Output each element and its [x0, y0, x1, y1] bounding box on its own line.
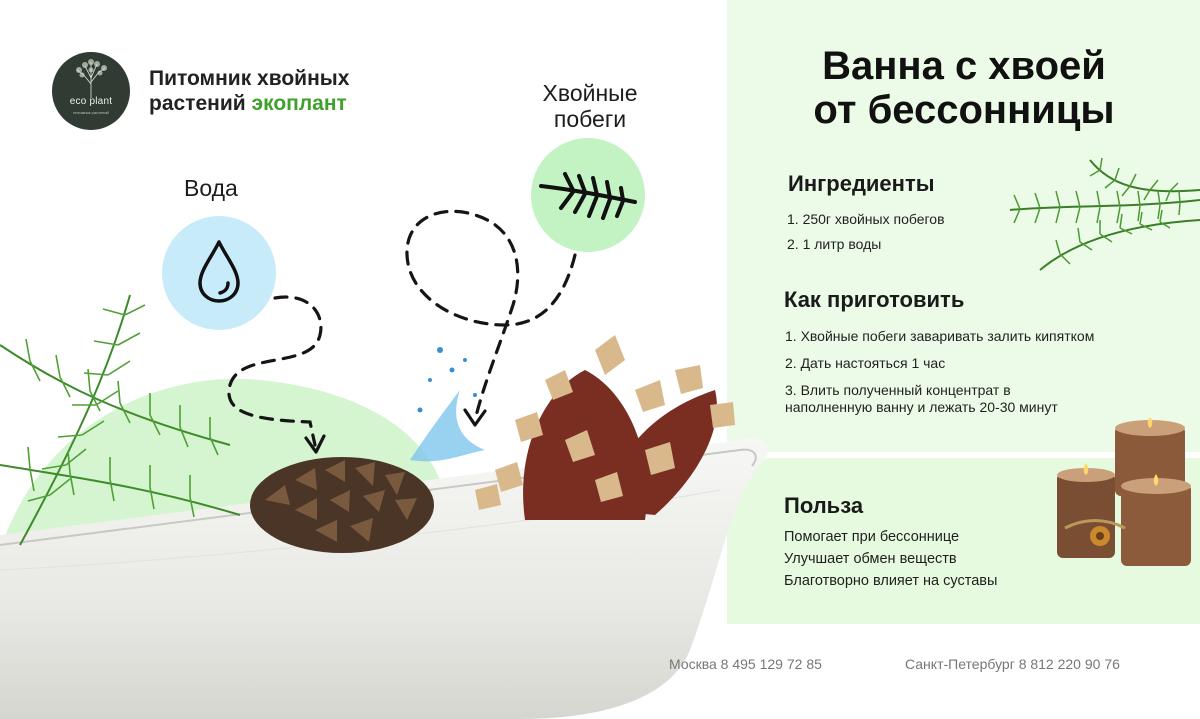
ingredients-heading: Ингредиенты: [788, 171, 935, 196]
list-item: Помогает при бессоннице: [784, 529, 960, 545]
list-item: Улучшает обмен веществ: [784, 551, 957, 567]
footer-moscow-phone: Москва 8 495 129 72 85: [669, 656, 822, 672]
benefits-heading: Польза: [784, 493, 864, 518]
brand-name-accent: экоплант: [251, 92, 347, 115]
candles-image: [1055, 418, 1195, 573]
how-to-heading: Как приготовить: [784, 287, 965, 312]
shoots-label: [520, 80, 660, 132]
list-item: 1. Хвойные побеги заваривать залить кипятком: [785, 328, 1095, 344]
page-title: [744, 44, 1184, 132]
pine-cone-small-image: [245, 450, 440, 560]
page-title-line1: Ванна с хвоей: [822, 44, 1106, 88]
how-to-list: [785, 328, 1094, 426]
benefits-list: [784, 528, 997, 594]
ingredients-list: [787, 211, 945, 261]
list-item: наполненную ванну и лежать 20-30 минут: [785, 399, 1058, 415]
fir-branch-left-image: [0, 285, 250, 565]
list-item: 3. Влить полученный концентрат в: [785, 382, 1011, 398]
logo-text: eco plant: [69, 96, 113, 107]
fir-branch-right-image: [1000, 150, 1200, 275]
shoots-label-line1: Хвойные: [542, 80, 638, 106]
brand-name-line1: Питомник хвойных: [149, 67, 350, 90]
list-item: 2. Дать настояться 1 час: [785, 355, 946, 371]
list-item: Благотворно влияет на суставы: [784, 573, 998, 589]
list-item: 2. 1 литр воды: [787, 236, 882, 252]
brand-name-prefix: растений: [149, 92, 252, 115]
page-title-line2: от бессонницы: [813, 88, 1115, 132]
shoots-label-line2: побеги: [553, 106, 627, 132]
brand-logo: [52, 52, 130, 130]
logo-tree-icon: [71, 58, 111, 98]
footer-spb-phone: Санкт-Петербург 8 812 220 90 76: [905, 656, 1120, 672]
logo-subtext: питомник растений: [73, 110, 109, 115]
list-item: 1. 250г хвойных побегов: [787, 211, 945, 227]
brand-name: [149, 66, 349, 116]
brand-name-line2: [149, 91, 349, 116]
water-label: Вода: [184, 175, 238, 201]
pine-cone-large-image: [455, 330, 745, 530]
